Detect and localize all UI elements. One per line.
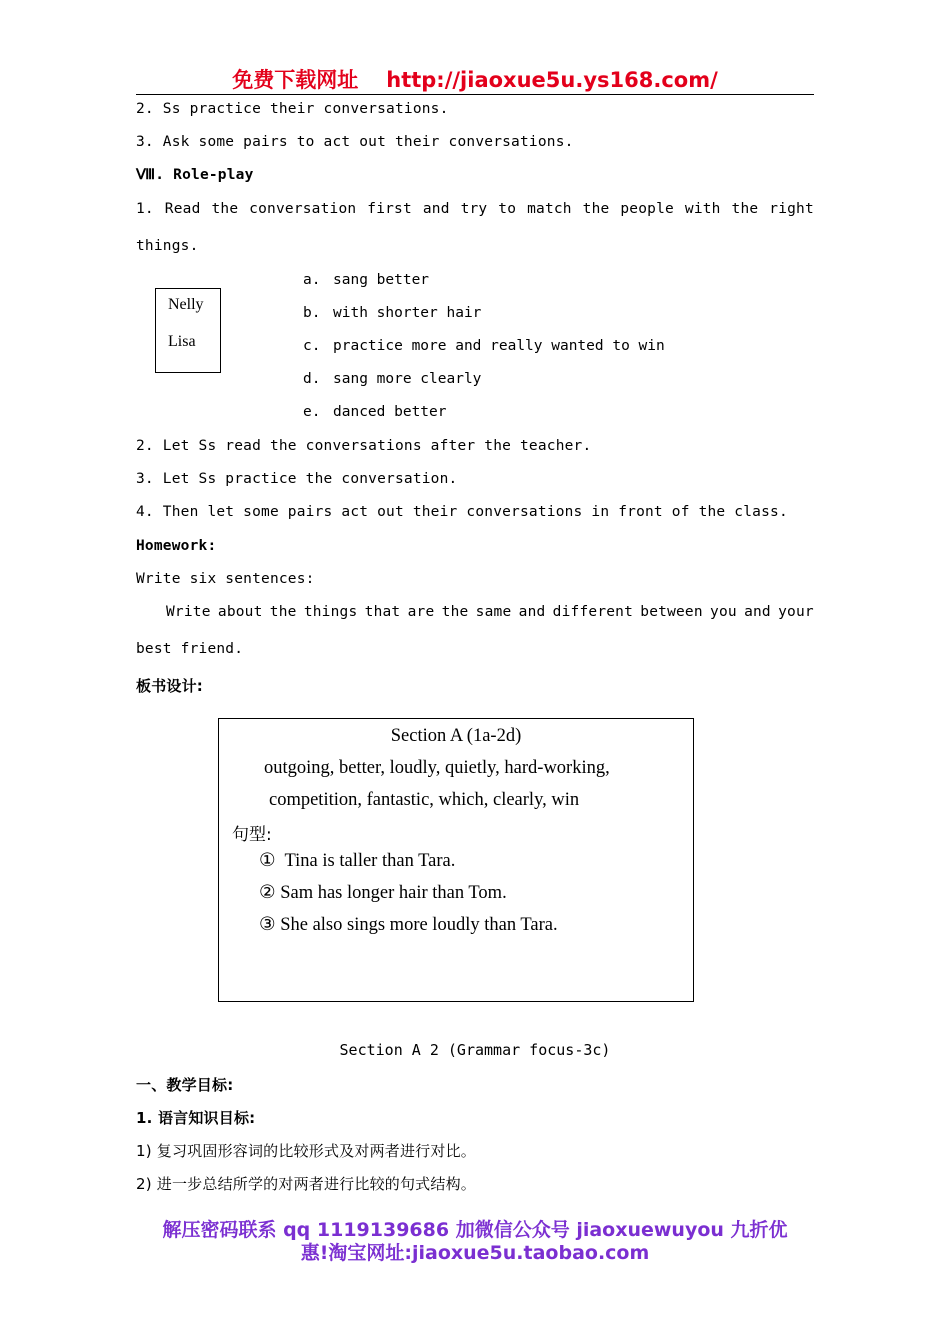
word: about — [217, 604, 263, 620]
option-text: danced better — [333, 404, 447, 420]
option-text: sang more clearly — [333, 371, 482, 387]
header-label: 免费下载网址 — [232, 68, 359, 92]
word: between — [640, 604, 703, 620]
word: are — [407, 604, 435, 620]
homework-task: Write six sentences: — [136, 571, 315, 587]
homework-detail-end: best friend. — [136, 641, 244, 657]
board-design-heading: 板书设计: — [136, 677, 203, 695]
step-2-line: 2. Ss practice their conversations. — [136, 101, 449, 117]
word: your — [778, 604, 814, 620]
option-text: with shorter hair — [333, 305, 482, 321]
word: try — [460, 201, 488, 217]
word: same — [475, 604, 512, 620]
page-header — [136, 66, 814, 95]
option-b — [303, 305, 481, 321]
homework-detail-justified — [166, 604, 814, 620]
step-3-practice: 3. Let Ss practice the conversation. — [136, 471, 458, 487]
board-sentence-2: ② Sam has longer hair than Tom. — [259, 883, 507, 903]
board-sentence-1: ① Tina is taller than Tara. — [259, 851, 456, 871]
step-3-line: 3. Ask some pairs to act out their conversations. — [136, 134, 574, 150]
names-box — [155, 288, 221, 373]
word: match — [527, 201, 572, 217]
page-footer — [120, 1219, 830, 1265]
option-letter: b. — [303, 305, 321, 321]
instruction-line-justified — [136, 201, 814, 217]
word: and — [744, 604, 771, 620]
option-text: sang better — [333, 272, 430, 288]
word: people — [620, 201, 674, 217]
option-c — [303, 338, 665, 354]
name-lisa: Lisa — [168, 333, 196, 350]
option-letter: c. — [303, 338, 321, 354]
option-letter: d. — [303, 371, 321, 387]
option-letter: e. — [303, 404, 321, 420]
role-play-heading: Ⅷ. Role-play — [136, 167, 254, 183]
word: with — [684, 201, 721, 217]
goals-heading: 一、教学目标: — [136, 1076, 234, 1094]
footer-line-1: 解压密码联系 qq 1119139686 加微信公众号 jiaoxuewuyou 九折优 — [162, 1219, 788, 1241]
word: the — [269, 604, 297, 620]
board-vocab-1: outgoing, better, loudly, quietly, hard-working, — [264, 758, 610, 778]
homework-heading: Homework: — [136, 538, 217, 554]
word: 1. — [136, 201, 154, 217]
board-title: Section A (1a-2d) — [390, 726, 522, 746]
word: Read — [164, 201, 201, 217]
word: right — [769, 201, 814, 217]
word: to — [498, 201, 517, 217]
word: Write — [166, 604, 211, 620]
word: the — [731, 201, 759, 217]
language-goals-heading: 1. 语言知识目标: — [136, 1109, 256, 1127]
option-e — [303, 404, 447, 420]
word: and — [422, 201, 450, 217]
word: things — [303, 604, 358, 620]
word: you — [710, 604, 737, 620]
section2-title: Section A 2 (Grammar focus-3c) — [339, 1041, 611, 1059]
step-4-act-out: 4. Then let some pairs act out their conversations in front of the class. — [136, 504, 788, 520]
header-url-link[interactable]: http://jiaoxue5u.ys168.com/ — [386, 68, 718, 92]
board-vocab-2: competition, fantastic, which, clearly, win — [269, 790, 580, 810]
board-sentence-3: ③ She also sings more loudly than Tara. — [259, 915, 558, 935]
option-d — [303, 371, 481, 387]
name-nelly: Nelly — [168, 296, 204, 313]
goal-item-2: 2) 进一步总结所学的对两者进行比较的句式结构。 — [136, 1175, 476, 1193]
option-text: practice more and really wanted to win — [333, 338, 665, 354]
word: the — [582, 201, 610, 217]
word: the — [211, 201, 239, 217]
board-pattern-label: 句型: — [232, 825, 272, 845]
goal-item-1: 1) 复习巩固形容词的比较形式及对两者进行对比。 — [136, 1142, 476, 1160]
word: and — [518, 604, 546, 620]
option-a — [303, 272, 429, 288]
blackboard-box — [218, 718, 694, 1002]
instruction-line-end: things. — [136, 238, 199, 254]
word: different — [552, 604, 634, 620]
step-2-read: 2. Let Ss read the conversations after the teacher. — [136, 438, 592, 454]
word: first — [367, 201, 412, 217]
word: the — [441, 604, 469, 620]
footer-line-2[interactable]: 惠!淘宝网址:jiaoxue5u.taobao.com — [300, 1242, 650, 1264]
option-letter: a. — [303, 272, 321, 288]
word: that — [364, 604, 401, 620]
word: conversation — [249, 201, 357, 217]
